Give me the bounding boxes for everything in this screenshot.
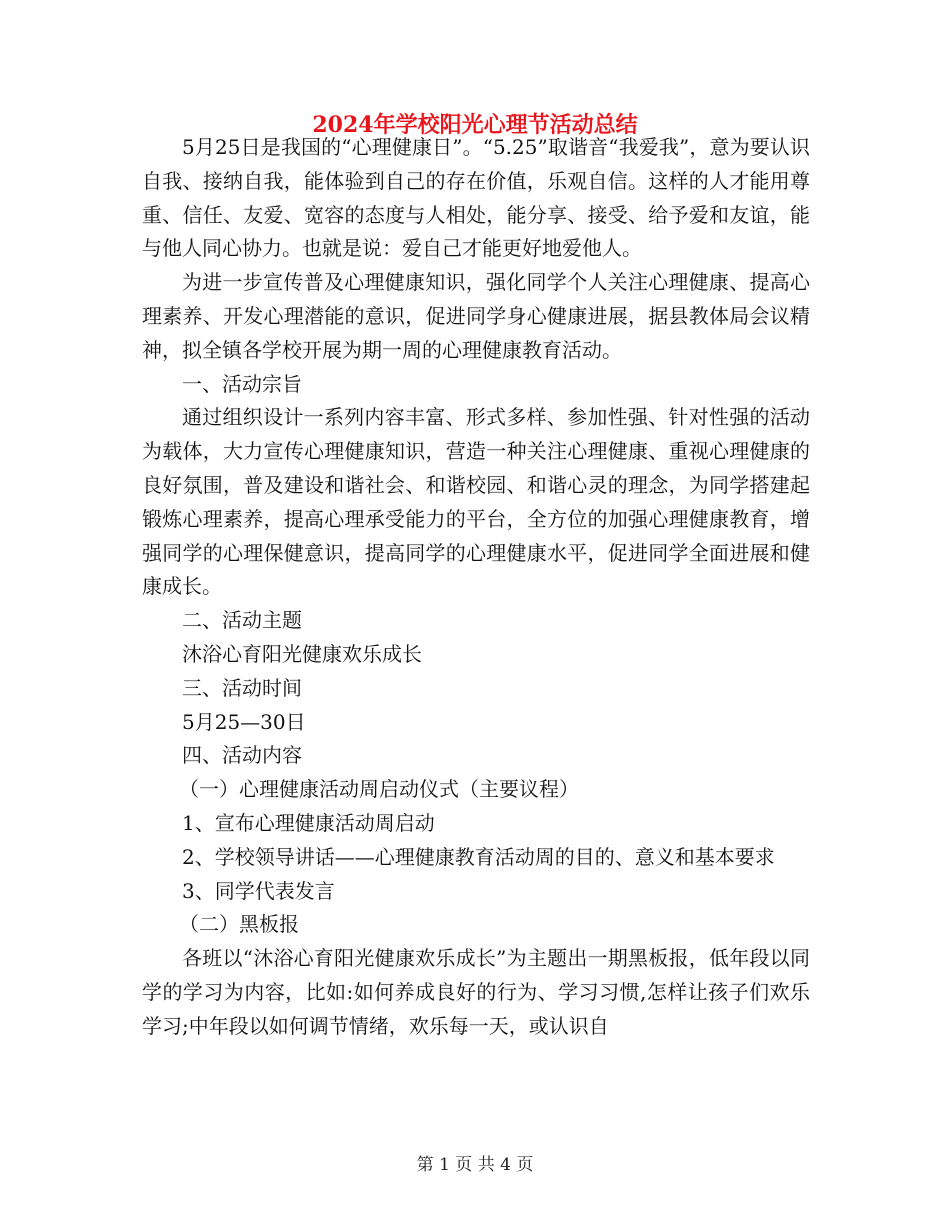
page-footer: 第 1 页 共 4 页 xyxy=(416,1155,534,1175)
heading-activity-aim: 一、活动宗旨 xyxy=(182,371,302,396)
paragraph-blackboard: 各班以“沐浴心育阳光健康欢乐成长”为主题出一期黑板报，低年段以同学的学习为内容，比如:如何养成良好的行为、学习习惯,怎样让孩子们欢乐学习;中年段以如何调节情绪，欢乐每一天，或认识自 xyxy=(142,946,810,1038)
document-title: 2024年学校阳光心理节活动总结 xyxy=(312,112,638,138)
paragraph-activity-theme: 沐浴心育阳光健康欢乐成长 xyxy=(182,641,422,666)
paragraph-intro: 5月25日是我国的“心理健康日”。“5.25”取谐音“我爱我”，意为要认识自我、接纳自我，能体验到自己的存在价值，乐观自信。这样的人才能用尊重、信任、友爱、宽容的态度与人相处，能分享、接受、给予爱和友谊，能与他人同心协力。也就是说：爱自己才能更好地爱他人。 xyxy=(142,135,810,261)
list-item-2: 2、学校领导讲话——心理健康教育活动周的目的、意义和基本要求 xyxy=(182,844,775,869)
list-item-3: 3、同学代表发言 xyxy=(182,878,335,903)
paragraph-purpose: 为进一步宣传普及心理健康知识，强化同学个人关注心理健康、提高心理素养、开发心理潜能的意识，促进同学身心健康进展，据县教体局会议精神，拟全镇各学校开展为期一周的心理健康教育活动。 xyxy=(142,270,810,362)
document-body xyxy=(142,131,810,1044)
list-item-1: 1、宣布心理健康活动周启动 xyxy=(182,810,435,835)
subheading-launch-ceremony: （一）心理健康活动周启动仪式（主要议程） xyxy=(179,777,579,802)
subheading-blackboard: （二）黑板报 xyxy=(179,912,299,937)
heading-activity-content: 四、活动内容 xyxy=(182,743,302,768)
paragraph-activity-time: 5月25—30日 xyxy=(182,709,306,734)
heading-activity-time: 三、活动时间 xyxy=(182,675,302,700)
heading-activity-theme: 二、活动主题 xyxy=(182,608,302,633)
paragraph-activity-aim: 通过组织设计一系列内容丰富、形式多样、参加性强、针对性强的活动为载体，大力宣传心理健康知识，营造一种关注心理健康、重视心理健康的良好氛围，普及建设和谐社会、和谐校园、和谐心灵的理念，为同学搭建起锻炼心理素养，提高心理承受能力的平台，全方位的加强心理健康教育，增强同学的心理保健意识，提高同学的心理健康水平，促进同学全面进展和健康成长。 xyxy=(142,405,810,599)
